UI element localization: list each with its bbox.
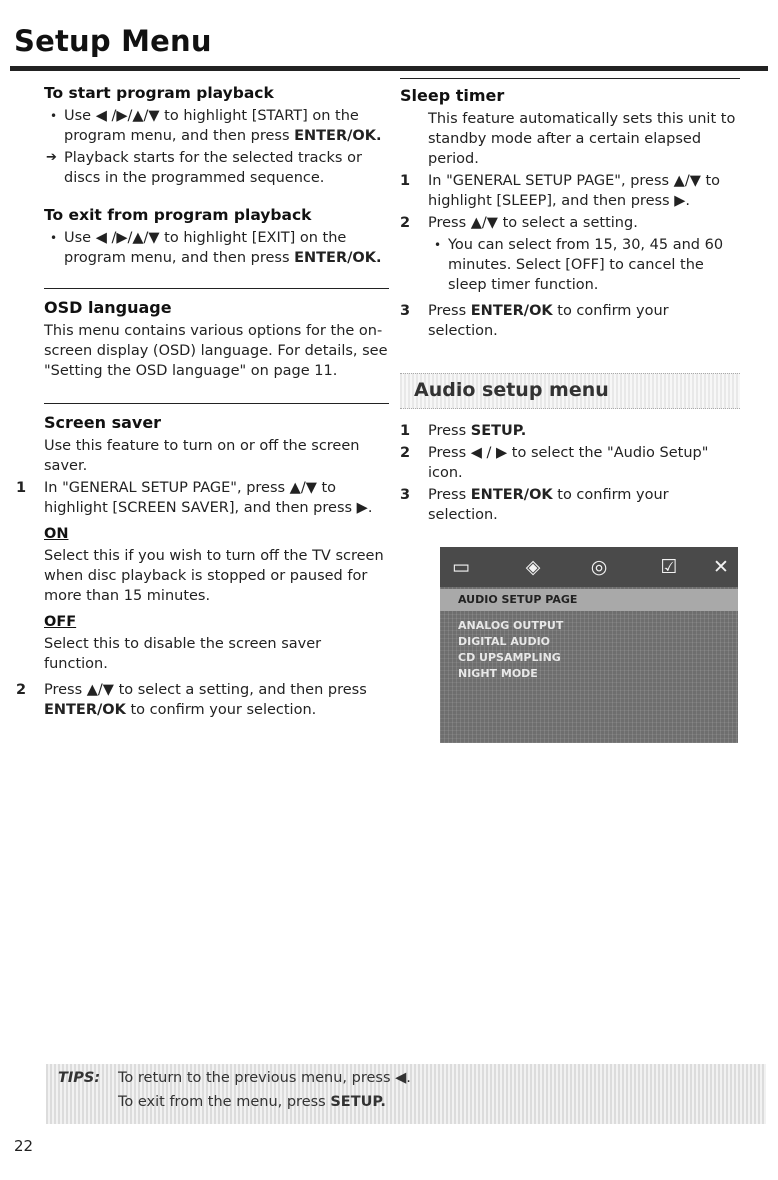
audio-step-3-post: to confirm your selection.	[428, 487, 669, 523]
osd-item-analog-output: ANALOG OUTPUT	[458, 619, 564, 632]
start-bullet-key: ENTER/OK.	[294, 128, 382, 144]
tips-label: TIPS:	[58, 1070, 101, 1086]
sleep-timer-intro: This feature automatically sets this unit to standby mode after a certain elapsed period.	[428, 111, 736, 167]
osd-language-body: This menu contains various options for the on-screen display (OSD) language. For details, see "Setting the OSD language" on page 11.	[44, 323, 388, 379]
sleep-step-2	[400, 213, 740, 233]
osd-item-digital-audio: DIGITAL AUDIO	[458, 635, 551, 648]
tips-line-2-text: To exit from the menu, press	[118, 1094, 326, 1110]
osd-screen	[440, 547, 738, 743]
off-option-label: OFF	[44, 614, 77, 630]
tips-line-2	[118, 1094, 386, 1110]
screen-saver-step-2-post: to confirm your selection.	[130, 702, 317, 718]
osd-item-night-mode: NIGHT MODE	[458, 667, 538, 680]
screen-saver-intro: Use this feature to turn on or off the screen saver.	[44, 438, 360, 474]
step-number: 1	[16, 480, 27, 496]
right-column	[400, 78, 740, 743]
osd-item-cd-upsampling: CD UPSAMPLING	[458, 651, 561, 664]
tips-box	[46, 1064, 766, 1124]
on-option-label: ON	[44, 526, 69, 542]
osd-language-heading: OSD language	[44, 288, 389, 319]
screen-saver-step-1	[16, 478, 389, 518]
audio-step-2	[400, 443, 740, 483]
audio-setup-title: Audio setup menu	[414, 379, 609, 401]
start-arrow-text: Playback starts for the selected tracks or discs in the programmed sequence.	[64, 150, 362, 186]
audio-step-3-pre: Press	[428, 487, 467, 503]
step-number: 1	[400, 173, 411, 189]
start-bullet-text: Use ◀ /▶/▲/▼ to highlight [START] on the program menu, and then press	[64, 108, 359, 144]
screen-saver-step-2-key: ENTER/OK	[44, 702, 126, 718]
exit-playback-heading: To exit from program playback	[44, 206, 312, 224]
step-number: 2	[16, 682, 27, 698]
step-number: 2	[400, 445, 411, 461]
sleep-step-2-bullet: • You can select from 15, 30, 45 and 60 minutes. Select [OFF] to cancel the sleep timer function.	[428, 235, 740, 295]
exit-bullet	[44, 228, 389, 268]
step-number: 3	[400, 487, 411, 503]
close-icon: ✕	[713, 556, 729, 578]
sleep-step-1	[400, 171, 740, 211]
audio-step-1-key: SETUP.	[470, 423, 527, 439]
page-number: 22	[14, 1137, 34, 1155]
osd-header: AUDIO SETUP PAGE	[440, 589, 738, 611]
audio-step-3	[400, 485, 740, 525]
left-column	[16, 78, 389, 722]
tips-line-2-key: SETUP.	[330, 1094, 386, 1110]
screen-saver-step-1-text: In "GENERAL SETUP PAGE", press ▲/▼ to highlight [SCREEN SAVER], and then press ▶.	[44, 480, 373, 516]
sleep-step-3	[400, 301, 740, 341]
folder-icon: ▭	[452, 556, 470, 578]
checkbox-icon: ☑	[660, 556, 678, 578]
audio-step-2-text: Press ◀ / ▶ to select the "Audio Setup" icon.	[428, 445, 709, 481]
sleep-step-3-key: ENTER/OK	[470, 303, 553, 319]
arrow-right-icon: ➔	[46, 150, 57, 165]
start-bullet	[44, 106, 389, 146]
exit-bullet-key: ENTER/OK.	[294, 250, 382, 266]
audio-step-1-pre: Press	[428, 423, 467, 439]
screen-saver-step-2	[16, 680, 389, 720]
step-number: 2	[400, 215, 411, 231]
step-number: 3	[400, 303, 411, 319]
disc-icon: ◎	[590, 556, 608, 578]
page-title: Setup Menu	[14, 24, 212, 58]
sleep-step-3-post: to confirm your selection.	[428, 303, 669, 339]
audio-step-1	[400, 421, 740, 441]
screen-saver-heading: Screen saver	[44, 403, 389, 434]
exit-bullet-text: Use ◀ /▶/▲/▼ to highlight [EXIT] on the program menu, and then press	[64, 230, 347, 266]
sleep-step-1-text: In "GENERAL SETUP PAGE", press ▲/▼ to highlight [SLEEP], and then press ▶.	[428, 173, 721, 209]
speaker-icon: ◈	[525, 556, 541, 578]
audio-step-3-key: ENTER/OK	[470, 487, 553, 503]
start-playback-heading: To start program playback	[44, 84, 274, 102]
sleep-timer-heading: Sleep timer	[400, 78, 740, 107]
audio-setup-banner	[400, 373, 740, 409]
sleep-step-3-pre: Press	[428, 303, 467, 319]
on-option-desc: Select this if you wish to turn off the TV screen when disc playback is stopped or paused for more than 15 minutes.	[44, 548, 384, 604]
step-number: 1	[400, 423, 411, 439]
screen-saver-step-2-text: Press ▲/▼ to select a setting, and then press	[44, 682, 367, 698]
osd-icon-bar	[440, 547, 738, 587]
start-arrow-line	[44, 148, 389, 188]
off-option-desc: Select this to disable the screen saver function.	[44, 636, 322, 672]
title-rule	[10, 66, 768, 71]
sleep-step-2-text: Press ▲/▼ to select a setting.	[428, 215, 638, 231]
tips-line-1: To return to the previous menu, press ◀.	[118, 1070, 411, 1086]
